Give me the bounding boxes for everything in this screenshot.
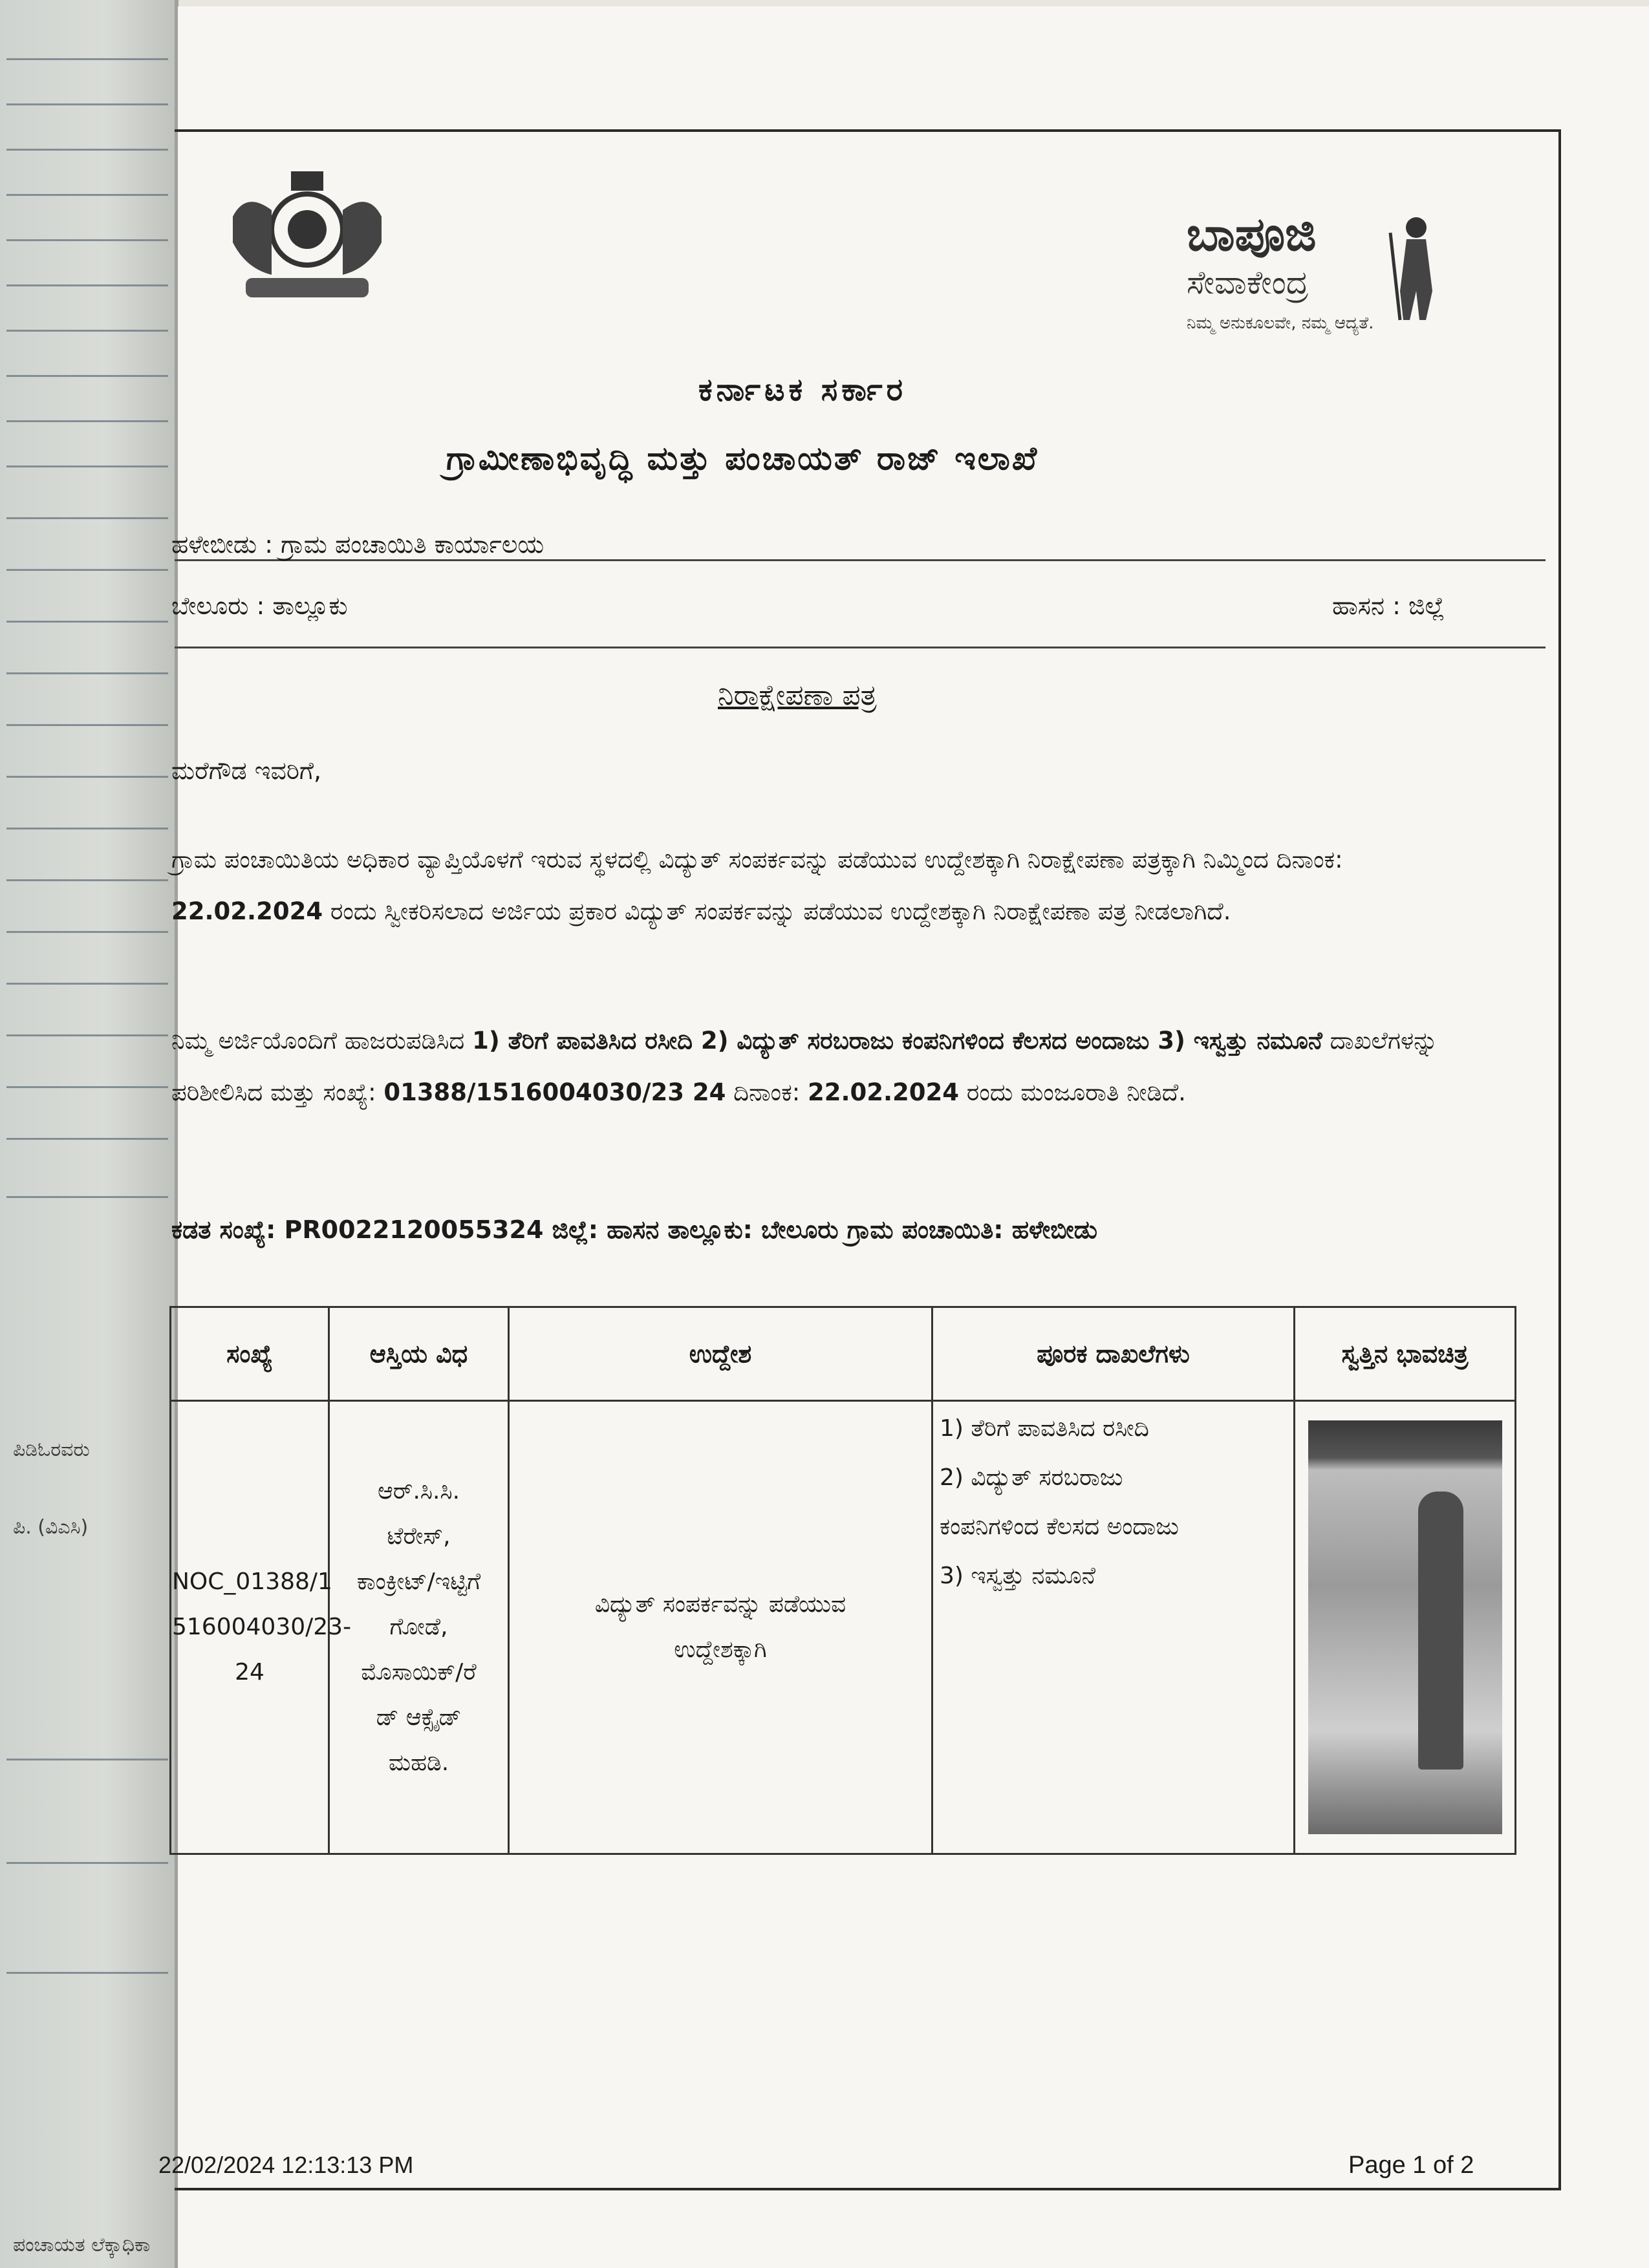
gandhi-figure-icon (1381, 213, 1452, 323)
state-emblem-icon (220, 165, 394, 314)
divider (6, 149, 168, 151)
column-header: ಸ್ವತ್ತಿನ ಭಾವಚಿತ್ರ (1295, 1307, 1516, 1401)
divider (6, 1759, 168, 1760)
bapuji-logo (1187, 207, 1458, 356)
column-header: ಸಂಖ್ಯೆ (171, 1307, 329, 1401)
para2-text: ನಿಮ್ಮ ಅರ್ಜಿಯೊಂದಿಗೆ ಹಾಜರುಪಡಿಸಿದ (171, 1027, 473, 1054)
divider (6, 103, 168, 105)
divider (6, 1138, 168, 1140)
divider (6, 194, 168, 196)
government-title: ಕರ್ನಾಟಕ ಸರ್ಕಾರ (698, 372, 907, 408)
divider (6, 1034, 168, 1036)
divider (6, 375, 168, 377)
divider (6, 517, 168, 519)
divider (6, 621, 168, 623)
divider (6, 672, 168, 674)
column-header: ಆಸ್ತಿಯ ವಿಧ (329, 1307, 509, 1401)
divider (6, 420, 168, 422)
column-header: ಪೂರಕ ದಾಖಲೆಗಳು (932, 1307, 1295, 1401)
paragraph-2 (171, 1015, 1484, 1118)
purpose: ವಿದ್ಯುತ್ ಸಂಪರ್ಕವನ್ನು ಪಡೆಯುವ ಉದ್ದೇಶಕ್ಕಾಗಿ (509, 1401, 932, 1854)
print-timestamp: 22/02/2024 12:13:13 PM (158, 2152, 414, 2178)
page-border (175, 129, 1561, 2190)
divider (6, 569, 168, 571)
column-header: ಉದ್ದೇಶ (509, 1307, 932, 1401)
strip-fragment: ಪಂಚಾಯತ ಲೆಕ್ಕಾಧಿಕಾ (13, 2234, 151, 2256)
divider (6, 1196, 168, 1198)
divider (6, 983, 168, 985)
logo-title: ಬಾಪೂಜಿ (1187, 207, 1317, 261)
divider (175, 647, 1546, 648)
person-silhouette (1418, 1492, 1463, 1770)
para2-date: 22.02.2024 (807, 1078, 960, 1106)
strip-fragment: ಪಿ. (ವಿಎಸಿ) (13, 1516, 89, 1539)
salutation: ಮರೆಗೌಡ ಇವರಿಗೆ, (171, 756, 322, 785)
divider (6, 330, 168, 332)
property-photo (1308, 1420, 1502, 1834)
logo-subtitle: ಸೇವಾಕೇಂದ್ರ (1187, 264, 1309, 301)
para2-text: ರಂದು ಮಂಜೂರಾತಿ ನೀಡಿದೆ. (959, 1078, 1186, 1106)
letter-heading: ನಿರಾಕ್ಷೇಪಣಾ ಪತ್ರ (718, 679, 877, 712)
divider (6, 828, 168, 829)
divider (6, 776, 168, 778)
paragraph-1 (171, 834, 1484, 937)
divider (175, 559, 1546, 561)
para2-text: ದಿನಾಂಕ: (726, 1078, 808, 1106)
logo-tagline: ನಿಮ್ಮ ಅನುಕೂಲವೇ, ನಮ್ಮ ಆದ್ಯತೆ. (1187, 314, 1374, 333)
divider (6, 724, 168, 726)
divider (6, 284, 168, 286)
district-line: ಹಾಸನ : ಜಿಲ್ಲೆ (1332, 592, 1445, 620)
noc-number: NOC_01388/1 516004030/23- 24 (171, 1401, 329, 1854)
divider (6, 1086, 168, 1088)
divider (6, 465, 168, 467)
para2-sanction-number: 01388/1516004030/23 24 (383, 1078, 726, 1106)
office-line: ಹಳೇಬೀಡು : ಗ್ರಾಮ ಪಂಚಾಯಿತಿ ಕಾರ್ಯಾಲಯ (171, 530, 544, 559)
para1-date: 22.02.2024 (171, 897, 323, 925)
divider (6, 879, 168, 881)
para1-text: ರಂದು ಸ್ವೀಕರಿಸಲಾದ ಅರ್ಜಿಯ ಪ್ರಕಾರ ವಿದ್ಯುತ್ ಸಂಪರ್ಕವನ್ನು ಪಡೆಯುವ ಉದ್ದೇಶಕ್ಕಾಗಿ ನಿರಾಕ್ಷೇಪಣಾ ಪತ್ರ ನೀಡಲಾಗಿದೆ. (323, 897, 1231, 925)
supporting-documents: 1) ತೆರಿಗೆ ಪಾವತಿಸಿದ ರಸೀದಿ 2) ವಿದ್ಯುತ್ ಸರಬರಾಜು ಕಂಪನಿಗಳಿಂದ ಕೆಲಸದ ಅಂದಾಜು 3) ಇಸ್ವತ್ತು ನಮೂನೆ (932, 1401, 1295, 1854)
divider (6, 58, 168, 60)
divider (6, 1972, 168, 1974)
property-type: ಆರ್.ಸಿ.ಸಿ. ಟೆರೇಸ್, ಕಾಂಕ್ರೀಟ್/ಇಟ್ಟಿಗೆ ಗೋಡೆ, ಮೊಸಾಯಿಕ್/ರೆ ಡ್ ಆಕ್ಸೈಡ್ ಮಹಡಿ. (329, 1401, 509, 1854)
para2-documents: 1) ತೆರಿಗೆ ಪಾವತಿಸಿದ ರಸೀದಿ 2) ವಿದ್ಯುತ್ ಸರಬರಾಜು ಕಂಪನಿಗಳಿಂದ ಕೆಲಸದ ಅಂದಾಜು 3) ಇಸ್ವತ್ತು ನಮೂನೆ (472, 1027, 1322, 1054)
property-photo-cell (1295, 1401, 1516, 1854)
strip-fragment: ಪಿಡಿಓರವರು (13, 1439, 90, 1461)
case-details: ಕಡತ ಸಂಖ್ಯೆ: PR0022120055324 ಜಿಲ್ಲೆ: ಹಾಸನ ತಾಲ್ಲೂಕು: ಬೇಲೂರು ಗ್ರಾಮ ಪಂಚಾಯಿತಿ: ಹಳೇಬೀಡು (171, 1215, 1097, 1244)
table-row (171, 1401, 1516, 1854)
para1-text: ಗ್ರಾಮ ಪಂಚಾಯಿತಿಯ ಅಧಿಕಾರ ವ್ಯಾಪ್ತಿಯೊಳಗೆ ಇರುವ ಸ್ಥಳದಲ್ಲಿ ವಿದ್ಯುತ್ ಸಂಪರ್ಕವನ್ನು ಪಡೆಯುವ ಉದ್ದೇಶಕ್ಕಾಗಿ ನಿರಾಕ್ಷೇಪಣಾ ಪತ್ರಕ್ಕಾಗಿ ನಿಮ್ಮಿಂದ ದಿನಾಂಕ: (171, 846, 1343, 873)
taluk-line: ಬೇಲೂರು : ತಾಲ್ಲೂಕು (171, 592, 348, 620)
divider (6, 931, 168, 933)
noc-table (169, 1306, 1516, 1855)
para2-text: ದಾಖಲೆಗಳನ್ನು ಪರಿಶೀಲಿಸಿದ ಮತ್ತು ಸಂಖ್ಯೆ: (171, 1027, 1438, 1106)
binder-strip (0, 0, 178, 2268)
divider (6, 1862, 168, 1864)
divider (6, 239, 168, 241)
page-number: Page 1 of 2 (1348, 2152, 1474, 2179)
table-header-row (171, 1307, 1516, 1401)
department-title: ಗ್ರಾಮೀಣಾಭಿವೃದ್ಧಿ ಮತ್ತು ಪಂಚಾಯತ್ ರಾಜ್ ಇಲಾಖೆ (446, 440, 1039, 477)
